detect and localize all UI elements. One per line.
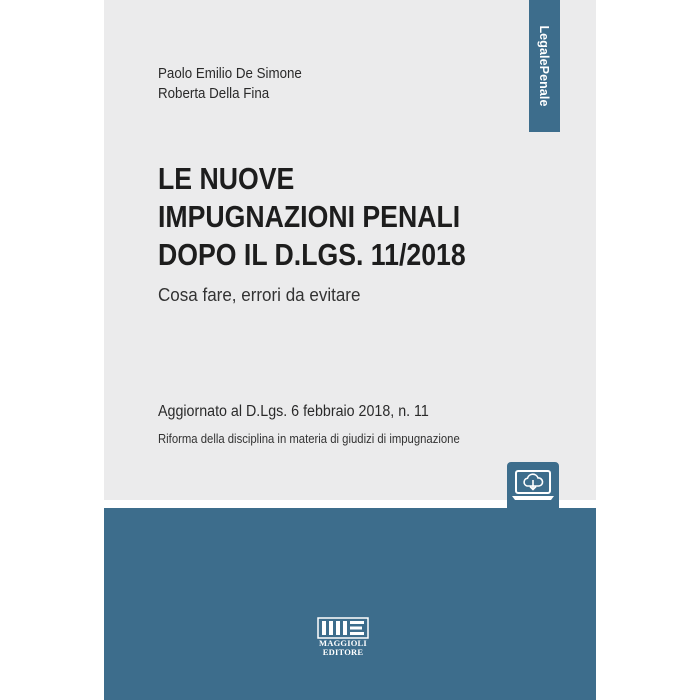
author-name: Roberta Della Fina	[158, 86, 270, 102]
title-line: IMPUGNAZIONI PENALI	[158, 199, 461, 234]
publisher-logo	[307, 617, 379, 657]
bottom-color-block	[104, 508, 596, 700]
publisher-name: EDITORE	[322, 647, 364, 657]
book-cover	[104, 0, 596, 700]
title-line: DOPO IL D.LGS. 11/2018	[158, 237, 466, 272]
update-note: Aggiornato al D.Lgs. 6 febbraio 2018, n. 11	[158, 403, 429, 420]
series-label: LegalePenale	[537, 25, 551, 107]
cloud-download-laptop-icon	[507, 462, 559, 508]
book-title	[158, 160, 516, 274]
maggioli-logo-icon	[317, 617, 369, 639]
series-tab	[529, 0, 560, 132]
authors	[158, 64, 314, 104]
reform-note: Riforma della disciplina in materia di giudizi di impugnazione	[158, 431, 460, 446]
book-subtitle: Cosa fare, errori da evitare	[158, 284, 361, 305]
author-name: Paolo Emilio De Simone	[158, 66, 302, 82]
publisher-name: MAGGIOLI	[319, 638, 367, 648]
title-line: LE NUOVE	[158, 161, 295, 196]
